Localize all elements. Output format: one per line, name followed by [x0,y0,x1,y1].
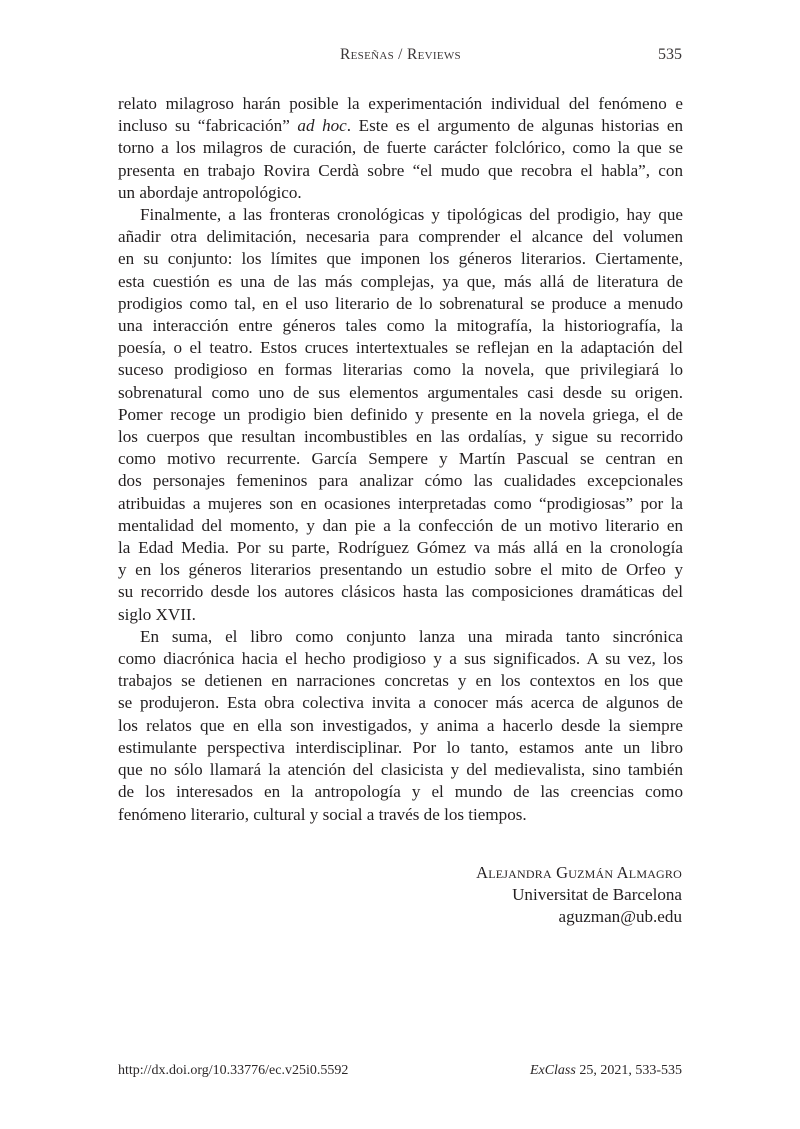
running-head: Reseñas / Reviews [340,46,461,63]
text-line: poesía, o el teatro. Estos cruces intertextuales se reflejan en la adaptación del [118,338,683,358]
text-line: mentalidad del momento, y dan pie a la confección de un motivo literario en [118,515,683,535]
journal-citation [530,1063,682,1079]
text-fragment: . Este es el argumento de algunas historias en [346,116,683,136]
journal-name: ExClass [529,1063,576,1078]
text-line: la Edad Media. Por su parte, Rodríguez Gómez va más allá en la cronología [118,538,683,558]
citation-details: 25, 2021, 533-535 [575,1063,682,1078]
text-line: trabajos se detienen en narraciones concretas y en los contextos en los que [118,671,683,691]
text-line: en su conjunto: los límites que imponen los géneros literarios. Ciertamente, [118,249,683,269]
review-body [118,93,683,826]
text-line: un abordaje antropológico. [118,182,302,202]
text-line: los cuerpos que resultan incombustibles en las ordalías, y sigue su recorrido [118,427,683,447]
text-line: una interacción entre géneros tales como la mitografía, la historiografía, la [118,316,683,336]
text-line: sobrenatural como uno de sus elementos argumentales casi desde su origen. [118,382,683,402]
text-line: atribuidas a mujeres son en ocasiones interpretadas como “prodigiosas” por la [118,493,683,513]
text-line: de los interesados en la antropología y el mundo de las creencias como [118,782,683,802]
text-line: su recorrido desde los autores clásicos hasta las composiciones dramáticas del [118,582,683,602]
text-line: que no sólo llamará la atención del clasicista y del medievalista, sino también [118,760,683,780]
text-line: estimulante perspectiva interdisciplinar. Por lo tanto, estamos ante un libro [118,737,683,757]
text-line: fenómeno literario, cultural y social a través de los tiempos. [118,804,527,824]
text-line: relato milagroso harán posible la experimentación individual del fenómeno e [118,94,683,113]
text-line: suceso prodigioso en formas literarias como la novela, que privilegiará lo [118,360,683,380]
author-email[interactable]: aguzman@ub.edu [558,907,682,926]
page-number: 535 [658,46,682,63]
text-line [118,115,683,137]
author-name: Alejandra Guzmán Almagro [476,863,682,882]
text-line: Finalmente, a las fronteras cronológicas y tipológicas del prodigio, hay que [140,205,683,225]
author-affiliation: Universitat de Barcelona [512,885,682,904]
text-line: En suma, el libro como conjunto lanza una mirada tanto sincrónica [140,626,683,646]
text-line: esta cuestión es una de las más complejas, ya que, más allá de literatura de [118,271,683,291]
paragraph-2 [118,204,683,626]
text-line: siglo XVII. [118,604,196,624]
text-line: los relatos que en ella son investigados, y anima a hacerlo desde la siempre [118,715,683,735]
text-line: como motivo recurrente. García Sempere y Martín Pascual se centran en [118,449,683,469]
text-line: presenta en trabajo Rovira Cerdà sobre “el mudo que recobra el habla”, con [118,160,683,180]
text-line: prodigios como tal, en el uso literario de lo sobrenatural se produce a menudo [118,293,683,313]
text-line: dos personajes femeninos para analizar cómo las cualidades excepcionales [118,471,683,491]
text-fragment: incluso su “fabricación” [118,116,298,136]
text-line: torno a los milagros de curación, de fuerte carácter folclórico, como la que se [118,138,683,158]
author-signature [476,862,682,928]
paragraph-1 [118,93,683,204]
text-line: Pomer recoge un prodigio bien definido y presente en la novela griega, el de [118,404,683,424]
page-header [0,46,800,70]
page-footer [118,1063,682,1083]
text-line: como diacrónica hacia el hecho prodigioso y a sus significados. A su vez, los [118,649,683,669]
italic-phrase: ad hoc [297,116,347,136]
text-line: y en los géneros literarios presentando un estudio sobre el mito de Orfeo y [118,560,683,580]
text-line: se produjeron. Esta obra colectiva invita a conocer más acerca de algunos de [118,693,683,713]
paragraph-3 [118,626,683,826]
text-line: añadir otra delimitación, necesaria para comprender el alcance del volumen [118,227,683,247]
doi-link[interactable]: http://dx.doi.org/10.33776/ec.v25i0.5592 [118,1063,349,1078]
